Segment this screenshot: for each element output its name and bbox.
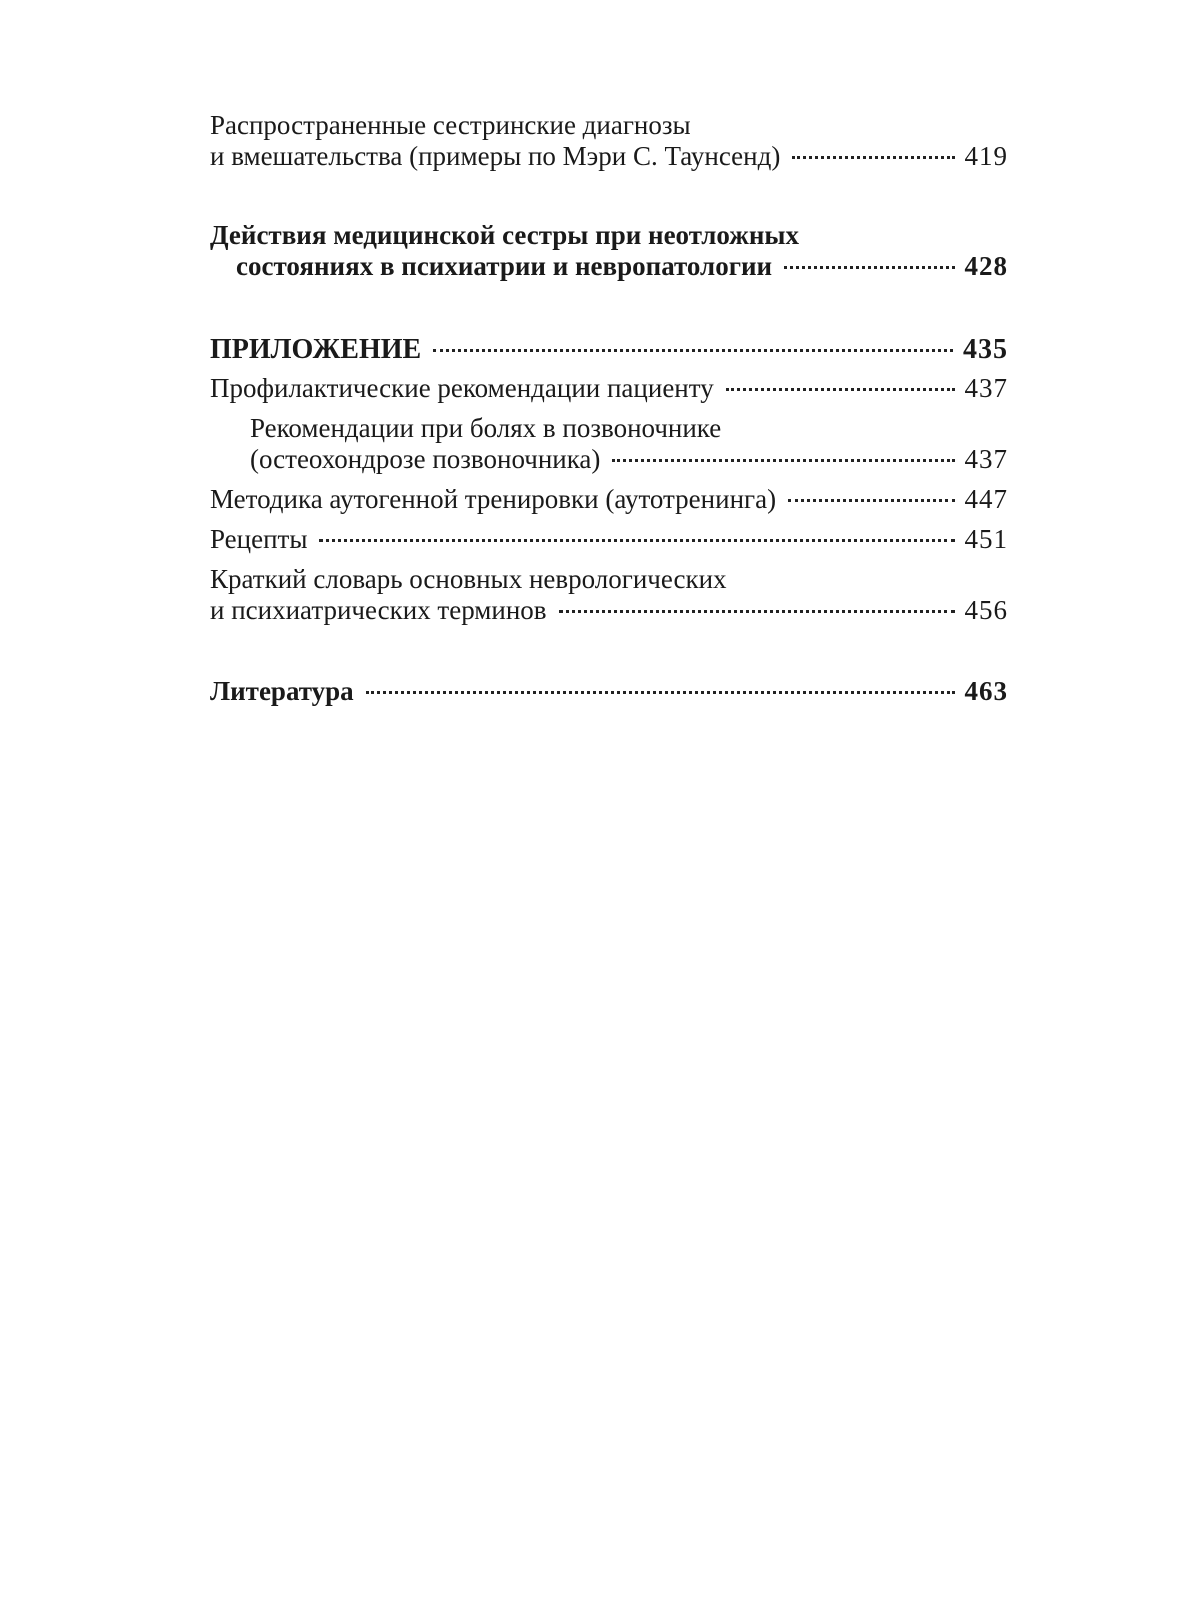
toc-entry-title: Рекомендации при болях в позвоночнике [250, 413, 722, 443]
toc-page-number: 435 [963, 334, 1008, 365]
toc-entry-title: Профилактические рекомендации пациенту [210, 373, 714, 403]
dot-leader [788, 499, 954, 502]
toc-entry-line [210, 595, 1008, 626]
toc-entry-line [210, 334, 1008, 365]
dot-leader [366, 691, 955, 694]
toc-page-number: 428 [964, 251, 1008, 281]
dot-leader [612, 459, 954, 462]
toc-entry-title: Действия медицинской сестры при неотложных [210, 220, 799, 250]
dot-leader [784, 266, 954, 269]
toc-entry-line [210, 373, 1008, 404]
dot-leader [792, 156, 954, 159]
toc-entry-title-continued: состояниях в психиатрии и невропатологии [236, 251, 773, 281]
toc-page-number: 437 [964, 373, 1008, 403]
toc-page-number: 419 [964, 141, 1008, 171]
toc-entry-line [250, 444, 1008, 475]
toc-entry-line [210, 251, 1008, 282]
toc-page-number: 456 [964, 595, 1008, 625]
toc-entry-title-continued: и психиатрических терминов [210, 595, 547, 625]
toc-entry-nursing-diagnoses [210, 110, 1008, 172]
dot-leader [559, 610, 955, 613]
toc-entry-line [210, 141, 1008, 172]
toc-entry-line [210, 564, 1008, 595]
toc-entry-appendix [210, 334, 1008, 365]
toc-page-number: 437 [964, 444, 1008, 474]
toc-entry-line [210, 484, 1008, 515]
toc-entry-line [250, 413, 1008, 444]
toc-entry-title: Рецепты [210, 524, 308, 554]
toc-entry-line [210, 524, 1008, 555]
toc-entry-title: Распространенные сестринские диагнозы [210, 110, 691, 140]
dot-leader [433, 349, 953, 352]
toc-entry-line [210, 220, 1008, 251]
toc-entry-title-continued: (остеохондрозе позвоночника) [250, 444, 601, 474]
toc-entry-prevention-recommendations [210, 373, 1008, 404]
toc-entry-title: ПРИЛОЖЕНИЕ [210, 334, 422, 365]
toc-entry-emergency-actions [210, 220, 1008, 282]
toc-page-number: 447 [964, 484, 1008, 514]
toc-entry-title: Методика аутогенной тренировки (аутотренинга) [210, 484, 777, 514]
toc-entry-title: Краткий словарь основных неврологических [210, 564, 727, 594]
toc-entry-autogenic-training [210, 484, 1008, 515]
toc-entry-prescriptions [210, 524, 1008, 555]
toc-entry-line [210, 110, 1008, 141]
toc-entry-title-continued: и вмешательства (примеры по Мэри С. Таунсенд) [210, 141, 781, 171]
dot-leader [726, 388, 955, 391]
toc-page-number: 451 [964, 524, 1008, 554]
toc-entry-title: Литература [210, 676, 354, 706]
toc-entry-glossary [210, 564, 1008, 626]
toc-page-number: 463 [964, 676, 1008, 706]
toc-entry-line [210, 676, 1008, 707]
toc-entry-spine-pain [210, 413, 1008, 475]
toc-entry-literature [210, 676, 1008, 707]
table-of-contents [210, 110, 1008, 707]
dot-leader [319, 539, 954, 542]
